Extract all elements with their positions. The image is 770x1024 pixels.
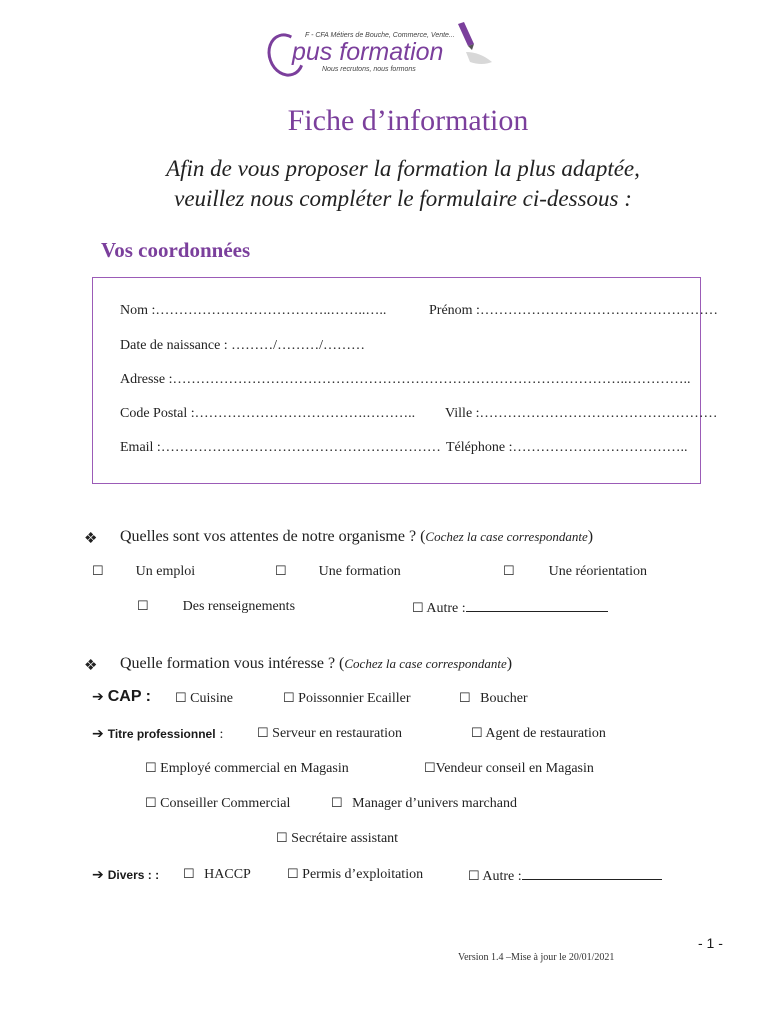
cap-option-cuisine[interactable]: [175, 690, 233, 707]
cap-label: [92, 688, 151, 706]
q1-hint: Cochez la case correspondante: [425, 529, 588, 544]
option-label: Autre :: [426, 601, 466, 616]
logo-top-line: F - CFA Métiers de Bouche, Commerce, Vente...: [305, 32, 455, 39]
checkbox-icon[interactable]: ☐: [145, 795, 157, 810]
q1-question: [120, 528, 593, 546]
q1-option-renseignements[interactable]: [137, 598, 295, 615]
q1-bullet-icon: ❖: [84, 531, 98, 547]
titre-option-manager[interactable]: [331, 795, 517, 812]
titre-option-vendeur[interactable]: [424, 760, 594, 777]
field-prenom[interactable]: Prénom :……………………………………………: [429, 303, 718, 318]
field-adresse[interactable]: Adresse :……………………………………………………………………………………..…………..: [120, 372, 691, 387]
titre-text: Titre professionnel: [107, 727, 216, 741]
arrow-right-icon: ➔: [92, 726, 104, 742]
logo-tagline: Nous recrutons, nous formons: [322, 66, 416, 73]
option-label: Cuisine: [190, 691, 233, 706]
option-label: Poissonnier Ecailler: [298, 691, 411, 706]
field-code-postal[interactable]: Code Postal :……………………………….………..: [120, 406, 416, 421]
q1-option-emploi[interactable]: [92, 563, 195, 580]
checkbox-icon[interactable]: ☐: [331, 795, 343, 810]
divers-label: [92, 866, 159, 884]
checkbox-icon[interactable]: ☐: [424, 760, 436, 775]
option-label: Secrétaire assistant: [291, 831, 399, 846]
titre-option-secretaire[interactable]: [276, 830, 398, 847]
option-label: Des renseignements: [182, 599, 296, 614]
option-label: Autre :: [482, 869, 522, 884]
option-label: Permis d’exploitation: [302, 867, 424, 882]
checkbox-icon[interactable]: ☐: [175, 690, 187, 705]
checkbox-icon[interactable]: ☐: [459, 690, 471, 705]
cap-option-poissonnier[interactable]: [283, 690, 411, 707]
q1-option-autre[interactable]: [412, 598, 608, 617]
titre-option-serveur[interactable]: [257, 725, 402, 742]
q1-option-reorientation[interactable]: [503, 563, 647, 580]
checkbox-icon[interactable]: ☐: [283, 690, 295, 705]
option-label: Serveur en restauration: [272, 726, 402, 741]
checkbox-icon[interactable]: ☐: [503, 563, 515, 578]
arrow-right-icon: ➔: [92, 867, 104, 883]
q1-close: ): [587, 528, 594, 545]
autre-input-line[interactable]: [466, 598, 608, 612]
q2-question: [120, 655, 512, 673]
checkbox-icon[interactable]: ☐: [257, 725, 269, 740]
q1-option-formation[interactable]: [275, 563, 401, 580]
option-label: Agent de restauration: [485, 726, 606, 741]
option-label: HACCP: [204, 867, 251, 882]
cap-text: CAP :: [107, 688, 151, 705]
arrow-right-icon: ➔: [92, 689, 104, 705]
checkbox-icon[interactable]: ☐: [275, 563, 287, 578]
field-telephone[interactable]: Téléphone :………………………………..: [446, 440, 688, 455]
titre-colon: :: [219, 727, 224, 742]
cap-option-boucher[interactable]: [459, 690, 528, 707]
q2-text: Quelle formation vous intéresse ? (: [120, 655, 345, 672]
field-date-naissance[interactable]: Date de naissance : ………/………/………: [120, 338, 365, 353]
q2-bullet-icon: ❖: [84, 658, 98, 674]
checkbox-icon[interactable]: ☐: [92, 563, 104, 578]
field-nom[interactable]: Nom :………………………………..……..…..: [120, 303, 387, 318]
divers-text: Divers : :: [107, 868, 160, 882]
subtitle-line-2: veuillez nous compléter le formulaire ci-dessous :: [174, 186, 632, 211]
titre-option-employe[interactable]: [145, 760, 349, 777]
titre-label: [92, 725, 223, 743]
checkbox-icon[interactable]: ☐: [468, 868, 480, 883]
q2-close: ): [506, 655, 513, 672]
option-label: Conseiller Commercial: [160, 796, 291, 811]
divers-autre-input-line[interactable]: [522, 866, 662, 880]
option-label: Une formation: [318, 564, 401, 579]
option-label: Une réorientation: [548, 564, 648, 579]
version-footer: Version 1.4 –Mise à jour le 20/01/2021: [458, 952, 615, 963]
option-label: Un emploi: [135, 564, 196, 579]
option-label: Vendeur conseil en Magasin: [435, 761, 594, 776]
q1-text: Quelles sont vos attentes de notre organisme ? (: [120, 528, 426, 545]
section-title: Vos coordonnées: [101, 238, 251, 262]
checkbox-icon[interactable]: ☐: [471, 725, 483, 740]
option-label: Boucher: [480, 691, 528, 706]
checkbox-icon[interactable]: ☐: [145, 760, 157, 775]
q2-hint: Cochez la case correspondante: [344, 656, 507, 671]
pen-icon: [452, 22, 502, 72]
field-email[interactable]: Email :……………………………………………………: [120, 440, 441, 455]
option-label: Manager d’univers marchand: [352, 796, 517, 811]
divers-option-haccp[interactable]: [183, 866, 251, 883]
subtitle-line-1: Afin de vous proposer la formation la plus adaptée,: [166, 156, 640, 181]
checkbox-icon[interactable]: ☐: [137, 598, 149, 613]
page-title: Fiche d’information: [287, 104, 529, 137]
page-number: - 1 -: [698, 935, 723, 951]
checkbox-icon[interactable]: ☐: [287, 866, 299, 881]
option-label: Employé commercial en Magasin: [160, 761, 349, 776]
titre-option-agent[interactable]: [471, 725, 606, 742]
checkbox-icon[interactable]: ☐: [183, 866, 195, 881]
divers-option-autre[interactable]: [468, 866, 662, 885]
checkbox-icon[interactable]: ☐: [412, 600, 424, 615]
field-ville[interactable]: Ville :……………………………………………: [445, 406, 718, 421]
titre-option-conseiller[interactable]: [145, 795, 290, 812]
divers-option-permis[interactable]: [287, 866, 423, 883]
logo-brand: pus formation: [292, 38, 444, 66]
checkbox-icon[interactable]: ☐: [276, 830, 288, 845]
